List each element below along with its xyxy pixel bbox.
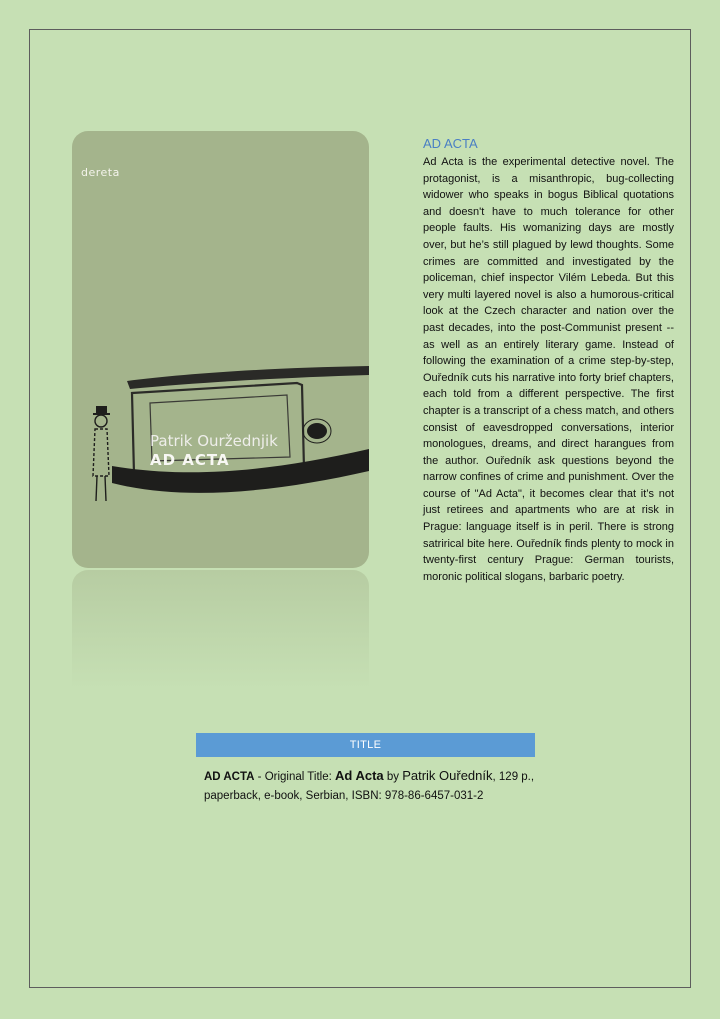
author-name: Patrik Ouředník — [402, 768, 493, 783]
title-info — [204, 766, 539, 806]
cover-author: Patrik Ouržednjik — [150, 432, 278, 450]
title-section-header: TITLE — [196, 733, 535, 757]
original-title-label: - Original Title: — [254, 771, 335, 783]
book-heading: AD ACTA — [423, 136, 478, 151]
cover-publisher: dereta — [81, 166, 120, 179]
cover-reflection — [72, 570, 369, 690]
cover-illustration — [72, 131, 369, 568]
book-details: , 129 p., paperback, e-book, Serbian, ISBN: 978-86-6457-031-2 — [204, 771, 535, 802]
cover-title: AD ACTA — [150, 451, 230, 469]
book-description-section — [423, 135, 674, 585]
original-title: Ad Acta — [335, 768, 384, 783]
by-label: by — [383, 771, 403, 783]
book-cover — [72, 131, 369, 568]
title-name: AD ACTA — [204, 771, 255, 783]
book-description: Ad Acta is the experimental detective novel. The protagonist, is a misanthropic, bug-collecting widower who speaks in bogus Biblical quotations and doesn't have to much tolerance for other people faults. His womanizing days are mostly over, but he’s still plagued by lewd thoughts. Some crimes are committed and investigated by the policeman, chief inspector Vilém Lebeda. But this very multi layered novel is also a humorous-critical look at the Czech character and nation over the past decades, into the post-Communist present -- as well as an entirely literary game. Instead of following the examination of a crime step-by-step, Ouředník cuts his narrative into forty brief chapters, each told from a different perspective. The first chapter is a transcript of a chess match, and others consist of eavesdropped conversations, interior monologues, dreams, and direct harangues from the author. Ouředník ask questions beyond the narrow confines of crime and punishment. Over the course of "Ad Acta", it becomes clear that it’s not just retirees and apartments who are at risk in Prague: language itself is in peril. There is strong satrirical bite here. Ouředník finds plenty to mock in twenty-first century Prague: German tourists, moronic political slogans, barbaric poetry. — [423, 156, 674, 583]
